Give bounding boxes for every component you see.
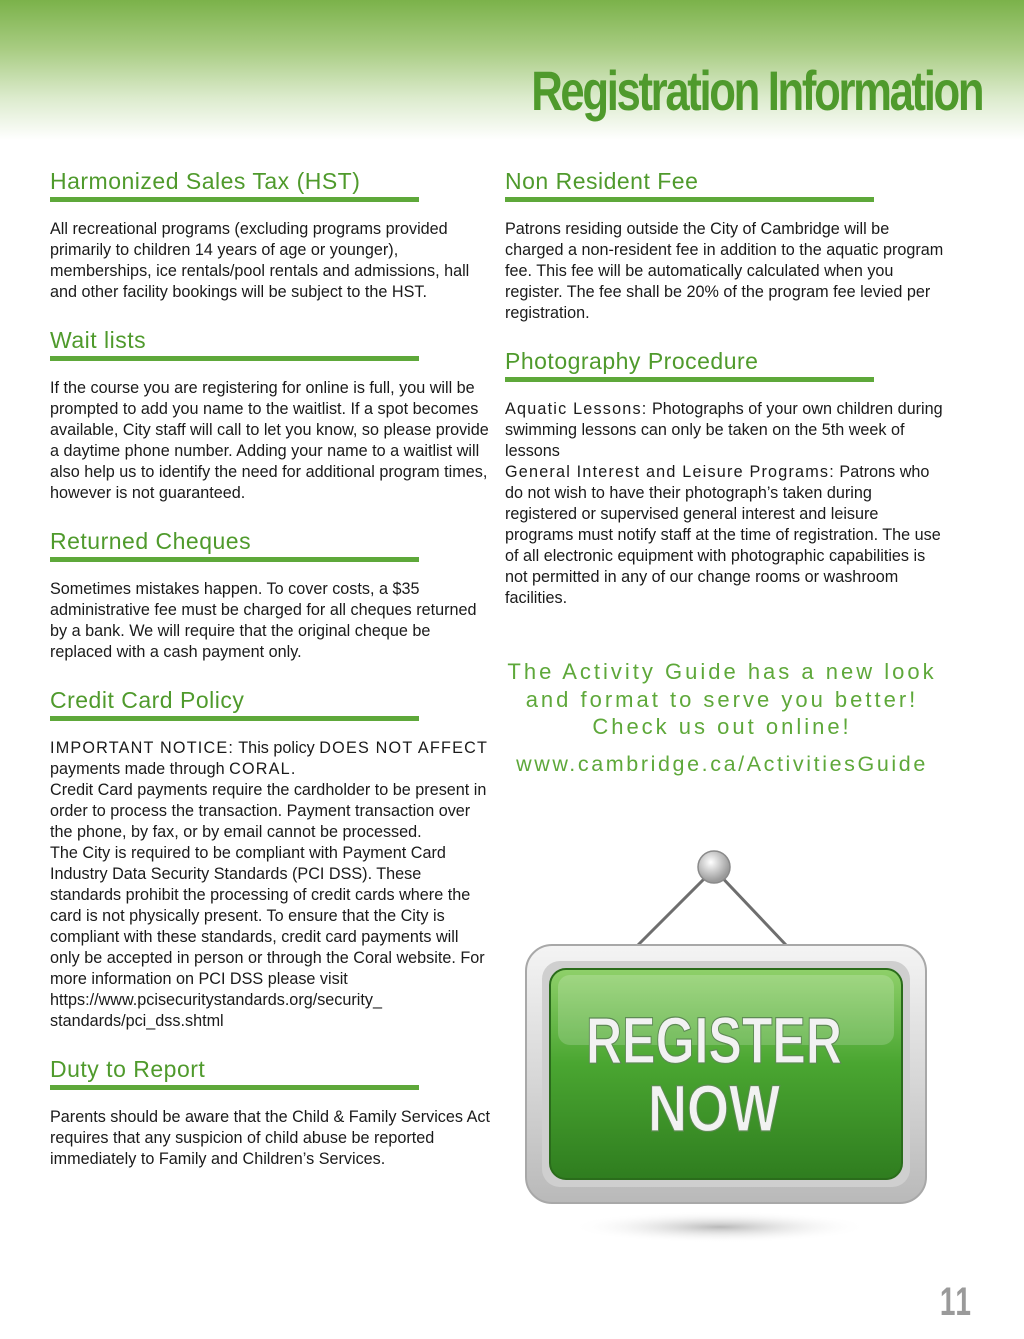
section-heading: Credit Card Policy bbox=[50, 687, 245, 713]
section-non-resident-fee bbox=[505, 166, 945, 324]
section-returned-cheques bbox=[50, 526, 490, 663]
section-body: Patrons residing outside the City of Cambridge will be charged a non-resident fee in addition to the aquatic program fee. This fee will be automatically calculated when you register. The fee shall be 20% of the program fee levied per registration. bbox=[505, 220, 944, 322]
notice-label: IMPORTANT NOTICE: bbox=[50, 739, 235, 757]
section-divider bbox=[50, 197, 419, 202]
section-body: Sometimes mistakes happen. To cover costs, a $35 administrative fee must be charged for all cheques returned by a bank. We will require that the original cheque be replaced with a cash payment only. bbox=[50, 580, 477, 661]
promo-line: The Activity Guide has a new look bbox=[507, 659, 937, 684]
register-now-sign bbox=[520, 845, 940, 1245]
right-column bbox=[505, 166, 945, 631]
aquatic-text: Photographs of your own children during swimming lessons can only be taken on the 5th week of lessons bbox=[505, 400, 943, 460]
activity-guide-promo bbox=[500, 658, 944, 778]
general-text: Patrons who do not wish to have their photograph’s taken during registered or supervised general interest and leisure programs must notify staff at the time of registration. The use of all electronic equipment with photographic capabilities is not permitted in any of our change rooms or washroom facilities. bbox=[505, 463, 941, 607]
page-title: Registration Information bbox=[530, 59, 982, 122]
section-credit-card-policy bbox=[50, 685, 490, 1032]
section-body: Parents should be aware that the Child & Family Services Act requires that any suspicion of child abuse be reported immediately to Family and Children’s Services. bbox=[50, 1108, 490, 1168]
promo-line: and format to serve you better! bbox=[525, 686, 919, 712]
section-hst bbox=[50, 166, 490, 303]
notice-brand: CORAL. bbox=[229, 760, 297, 778]
section-heading: Photography Procedure bbox=[505, 348, 759, 374]
section-heading: Returned Cheques bbox=[50, 528, 252, 554]
notice-text: payments made through bbox=[50, 760, 230, 778]
section-body: If the course you are registering for online is full, you will be prompted to add you name to the waitlist. If a spot becomes available, City staff will call to let you know, so please provide a daytime phone number. Adding your name to a waitlist will also help us to identify the need for additional program times, however is not guaranteed. bbox=[50, 379, 489, 502]
page-number: 11 bbox=[939, 1280, 972, 1324]
important-notice bbox=[50, 738, 490, 780]
general-interest-paragraph bbox=[505, 462, 945, 609]
hanging-sign-icon bbox=[520, 845, 940, 1245]
section-photography-procedure bbox=[505, 346, 945, 609]
general-label: General Interest and Leisure Programs: bbox=[505, 463, 835, 481]
section-body: The City is required to be compliant with Payment Card Industry Data Security Standards (PCI DSS). These standards prohibit the processing of credit cards where the card is not physically present. To ensure that the City is compliant with these standards, credit card payments will only be accepted in person or through the Coral website. For more information on PCI DSS please visit https://www.pcisecuritystandards.org/security_ standards/pci_dss.shtml bbox=[50, 844, 485, 1030]
section-heading: Non Resident Fee bbox=[505, 168, 699, 194]
section-divider bbox=[50, 557, 419, 562]
section-body: Credit Card payments require the cardholder to be present in order to process the transaction. Payment transaction over the phone, by fax, or by email cannot be processed. bbox=[50, 781, 487, 841]
section-heading: Wait lists bbox=[50, 327, 147, 353]
aquatic-label: Aquatic Lessons: bbox=[505, 400, 648, 418]
notice-text: This policy bbox=[234, 739, 320, 757]
left-column bbox=[50, 166, 490, 1192]
section-divider bbox=[505, 377, 874, 382]
section-heading: Duty to Report bbox=[50, 1056, 206, 1082]
section-heading: Harmonized Sales Tax (HST) bbox=[50, 168, 361, 194]
aquatic-lessons-paragraph bbox=[505, 399, 945, 462]
section-divider bbox=[50, 356, 419, 361]
section-divider bbox=[505, 197, 874, 202]
section-duty-to-report bbox=[50, 1054, 490, 1170]
notice-emphasis: DOES NOT AFFECT bbox=[319, 739, 489, 757]
sign-text-now: NOW bbox=[648, 1071, 781, 1145]
sign-text-register: REGISTER bbox=[586, 1003, 842, 1077]
promo-line: Check us out online! bbox=[592, 714, 852, 739]
section-divider bbox=[50, 716, 419, 721]
activities-guide-link[interactable]: www.cambridge.ca/ActivitiesGuide bbox=[516, 751, 928, 776]
section-wait-lists bbox=[50, 325, 490, 504]
section-divider bbox=[50, 1085, 419, 1090]
section-body: All recreational programs (excluding programs provided primarily to children 14 years of age or younger), memberships, ice rentals/pool rentals and admissions, hall and other facility bookings will be subject to the HST. bbox=[50, 220, 470, 301]
